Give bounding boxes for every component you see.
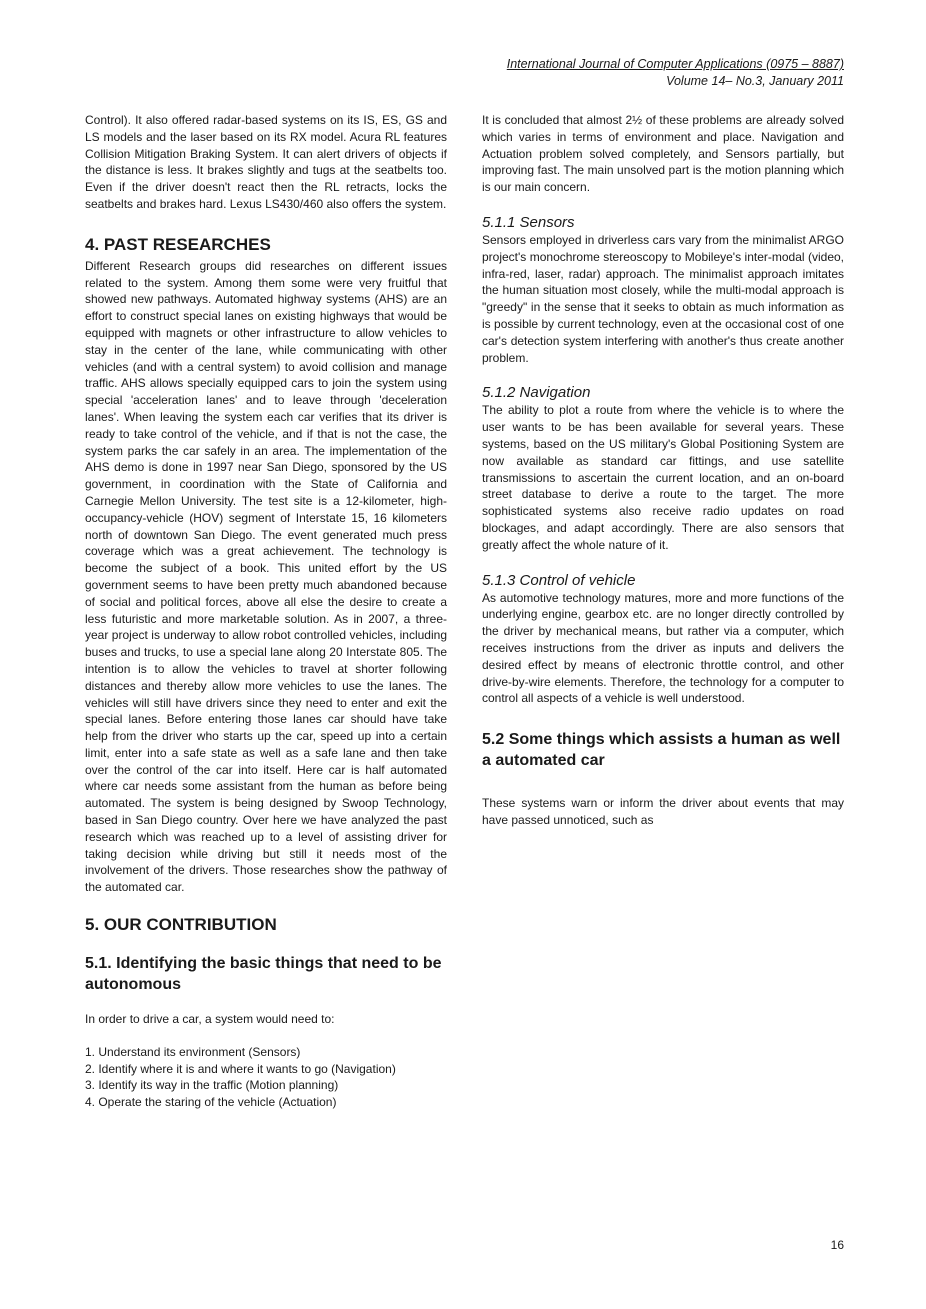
right-column	[482, 112, 844, 829]
list-item: 1. Understand its environment (Sensors)	[85, 1044, 301, 1059]
list-item: 3. Identify its way in the traffic (Motion planning)	[85, 1078, 339, 1093]
navigation-heading: 5.1.2 Navigation	[482, 384, 591, 402]
left-column	[85, 112, 447, 1111]
assist-heading: 5.2 Some things which assists a human as well a automated car	[482, 731, 841, 770]
identifying-intro: In order to drive a car, a system would need to:	[85, 1012, 335, 1027]
volume-info: Volume 14– No.3, January 2011	[666, 74, 844, 88]
past-researches-heading: 4. PAST RESEARCHES	[85, 234, 271, 254]
sensors-heading: 5.1.1 Sensors	[482, 213, 575, 231]
past-researches-paragraph: Different Research groups did researches on different issues related to the system. Among them some were very fruitful that showed new pathways. Automated highway systems (AHS) are an effort to construct special lanes on existing highways that would be equipped with magnets or other infrastructure to allow vehicles to stay in the center of the lane, while communicating with other vehicles (and with a central system) to avoid collision and manage traffic. AHS allows specially equipped cars to join the system using special 'acceleration lanes' and to leave through 'deceleration lanes'. When leaving the system each car verifies that its driver is ready to take control of the vehicle, and if that is not the case, the system parks the car safely in an area. The implementation of the AHS demo is done in 1997 near San Diego, sponsored by the US government, in coordination with the State of California and Carnegie Mellon University. The test site is a 12-kilometer, high-occupancy-vehicle (HOV) segment of Interstate 15, 16 kilometers north of downtown San Diego. The event generated much press coverage which was a great achievement. The technology is become the subject of a book. This united effort by the US government seems to have been pretty much abandoned because of social and political forces, above all else the desire to create a less futuristic and more marketable solution. As in 2007, a three-year project is underway to allow robot controlled vehicles, including buses and trucks, to use a special lane along 20 Interstate 805. The intention is to allow the vehicles to travel at shorter following distances and thereby allow more vehicles to use the lanes. The vehicles will still have drivers since they need to enter and exit the special lanes. Before entering those lanes car should have take help from the driver who starts up the car, speed up into a certain limit, enter into a safe state as well as a safe lane and then take over the control of the car into itself. Here car is half automated where car needs some assistant from the human as before being automated. The system is being designed by Swoop Technology, based in San Diego country. Over here we have analyzed the past research which was reached up to a level of assisting driver for taking decision while driving but still it needs most of the involvement of the drivers. Those researches show the pathway of the automated car.	[85, 258, 447, 895]
journal-title: International Journal of Computer Applications (0975 – 8887)	[506, 57, 844, 71]
requirements-list	[85, 1044, 447, 1111]
list-item: 4. Operate the staring of the vehicle (Actuation)	[85, 1095, 337, 1110]
assist-paragraph: These systems warn or inform the driver about events that may have passed unnoticed, such as	[482, 796, 844, 827]
sensors-paragraph: Sensors employed in driverless cars vary from the minimalist ARGO project's monochrome stereoscopy to Mobileye's inter-modal (video, infra-red, laser, radar) approach. The minimalist approach imitates the human situation most closely, while the multi-modal approach is "greedy" in the sense that it seeks to obtain as much information as is possible by current technology, even at the occasional cost of one car's detection system interfering with another's thus create another problem.	[482, 232, 844, 365]
control-heading: 5.1.3 Control of vehicle	[482, 571, 636, 589]
page-number: 16	[830, 1238, 844, 1252]
left-intro-paragraph: Control). It also offered radar-based systems on its IS, ES, GS and LS models and the laser based on its RX model. Acura RL features Collision Mitigation Braking System. It can alert drivers of objects if the distance is less. It brakes slightly and tugs at the seatbelts too. Even if the driver doesn't react then the RL retracts, locks the seatbelts and brakes hard. Lexus LS430/460 also offers the system.	[85, 113, 447, 211]
our-contribution-heading: 5. OUR CONTRIBUTION	[85, 915, 277, 935]
running-header	[507, 56, 844, 90]
list-item: 2. Identify where it is and where it wants to go (Navigation)	[85, 1061, 396, 1076]
right-intro-paragraph: It is concluded that almost 2½ of these problems are already solved which varies in terms of environment and place. Navigation and Actuation problem solved completely, and Sensors partially, but improving fast. The main unsolved part is the motion planning which is our main concern.	[482, 113, 844, 195]
identifying-heading: 5.1. Identifying the basic things that need to be autonomous	[85, 955, 442, 994]
navigation-paragraph: The ability to plot a route from where the vehicle is to where the user wants to be has been available for several years. These systems, based on the US military's Global Positioning System are now available as standard car fittings, and use satellite transmissions to ascertain the current location, and an on-board street database to derive a route to the target. The more sophisticated systems also receive radio updates on road blockages, and adapt accordingly. There are also sensors that greatly affect the whole nature of it.	[482, 403, 844, 552]
control-paragraph: As automotive technology matures, more and more functions of the underlying engine, gearbox etc. are no longer directly controlled by the driver by mechanical means, but rather via a computer, which receives instructions from the driver as inputs and delivers the desired effect by means of electronic throttle control, and other drive-by-wire elements. Therefore, the technology for a computer to control all aspects of a vehicle is well understood.	[482, 590, 844, 706]
